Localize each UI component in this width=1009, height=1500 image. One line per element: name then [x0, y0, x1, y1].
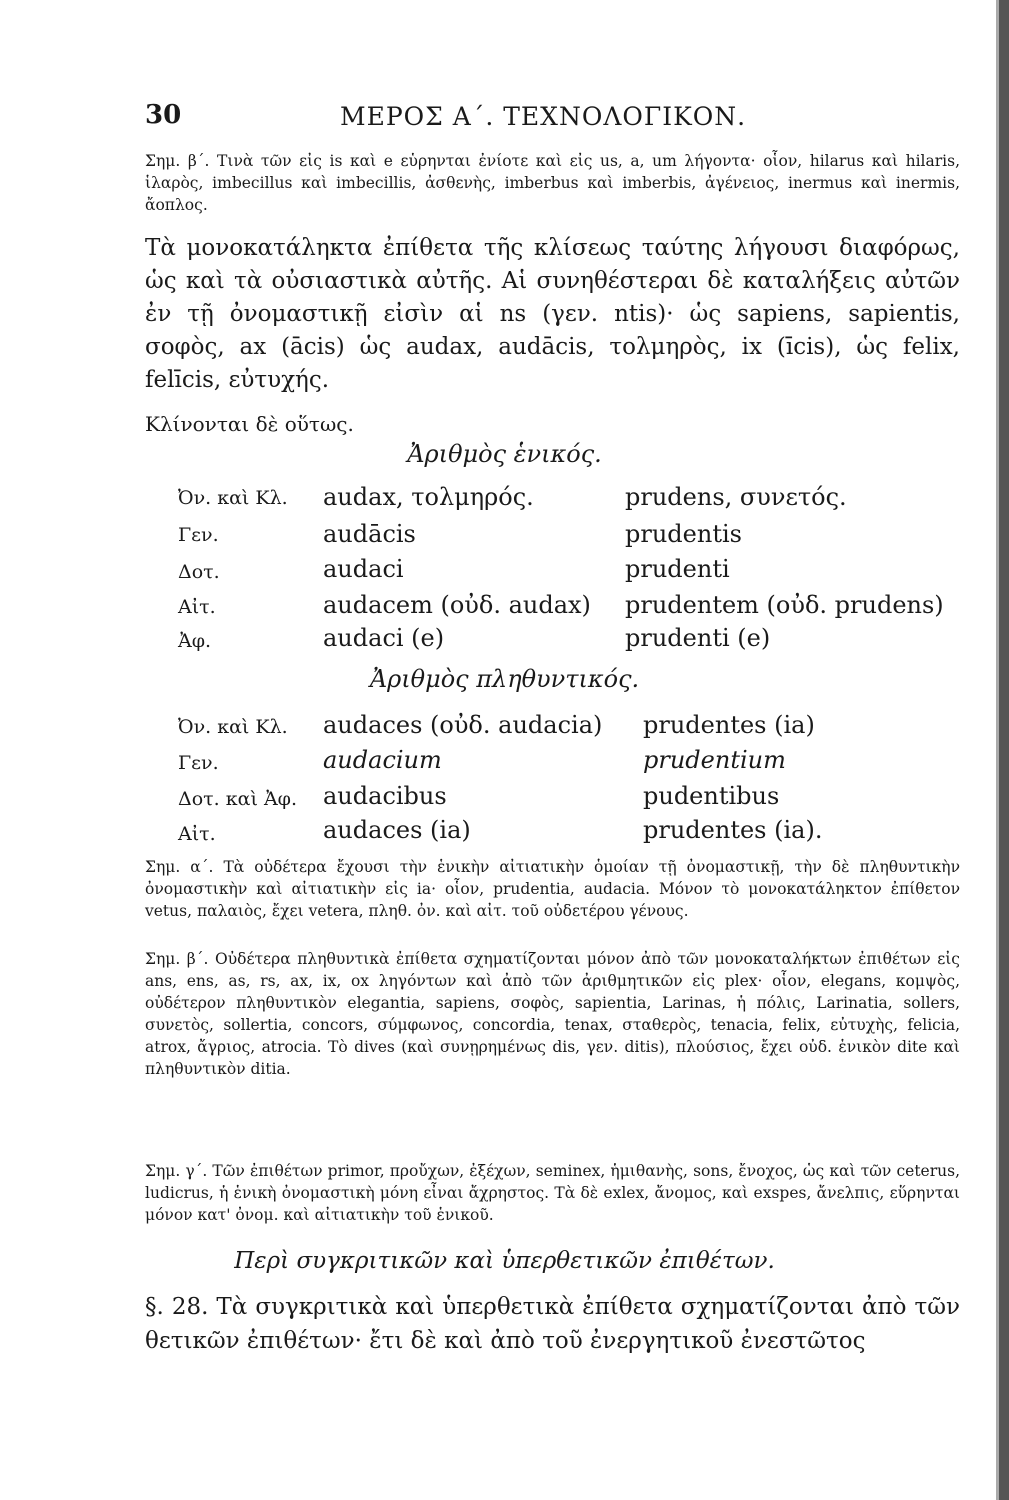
plural-heading: Ἀριθμὸς πληθυντικός.: [369, 665, 640, 693]
table-cell-audax: audācis: [323, 520, 416, 548]
table-row-label: Δοτ. καὶ Ἀφ.: [178, 788, 298, 810]
table-cell-audax: audaces (οὐδ. audacia): [323, 711, 603, 739]
table-row-label: Ἀφ.: [178, 630, 212, 652]
page-number: 30: [145, 100, 182, 130]
table-row-label: Γεν.: [178, 524, 219, 546]
table-cell-prudens: prudentes (ia).: [643, 816, 823, 844]
table-cell-prudens: pudentibus: [643, 782, 780, 810]
table-cell-prudens: prudentem (οὐδ. prudens): [625, 591, 944, 619]
section-title: Περὶ συγκριτικῶν καὶ ὑπερθετικῶν ἐπιθέτων.: [234, 1248, 775, 1274]
section-28: §. 28. Τὰ συγκριτικὰ καὶ ὑπερθετικὰ ἐπίθετα σχηματίζονται ἀπὸ τῶν θετικῶν ἐπιθέτων· ἔτι δὲ καὶ ἀπὸ τοῦ ἐνεργητικοῦ ἐνεστῶτος: [145, 1294, 960, 1354]
note-2: Σημ. α΄. Τὰ οὐδέτερα ἔχουσι τὴν ἑνικὴν αἰτιατικὴν ὁμοίαν τῇ ὀνομαστικῇ, τὴν δὲ πληθυντικὴν ὀνομαστικὴν καὶ αἰτιατικὴν εἰς ia· οἷον, prudentia, audacia. Μόνον τὸ μονοκατάληκτον ἐπίθετον vetus, παλαιὸς, ἔχει vetera, πληθ. ὀν. καὶ αἰτ. τοῦ οὐδετέρου γένους.: [145, 858, 960, 920]
table-cell-prudens: prudentis: [625, 520, 742, 548]
table-row-label: Αἰτ.: [178, 596, 216, 618]
table-cell-audax: audaces (ia): [323, 816, 471, 844]
table-cell-audax: audacibus: [323, 782, 447, 810]
table-row-label: Ὀν. καὶ Κλ.: [178, 716, 288, 738]
note-3: Σημ. β΄. Οὐδέτερα πληθυντικὰ ἐπίθετα σχηματίζονται μόνον ἀπὸ τῶν μονοκαταλήκτων ἐπιθέτων εἰς ans, ens, as, rs, ax, ix, ox ληγόντων καὶ ἀπὸ τῶν ἀριθμητικῶν εἰς plex· οἷον, elegans, κομψὸς, οὐδέτερον πληθυντικὸν elegantia, sapiens, σοφὸς, sapientia, Larinas, ἡ πόλις, Larinatia, sollers, συνετὸς, sollertia, concors, σύμφωνος, concordia, tenax, σταθερὸς, tenacia, felix, εὐτυχὴς, felicia, atrox, ἄγριος, atrocia. Τὸ dives (καὶ συνῃρημένως dis, γεν. ditis), πλούσιος, ἔχει οὐδ. ἑνικὸν dite καὶ πληθυντικὸν ditia.: [145, 950, 960, 1078]
table-row-label: Αἰτ.: [178, 823, 216, 845]
note-4: Σημ. γ΄. Τῶν ἐπιθέτων primor, προὔχων, ἐξέχων, seminex, ἡμιθανὴς, sons, ἔνοχος, ὡς καὶ τῶν ceterus, ludicrus, ἡ ἑνικὴ ὀνομαστικὴ μόνη εἶναι ἄχρηστος. Τὰ δὲ exlex, ἄνομος, καὶ exspes, ἄνελπις, εὕρηνται μόνον κατ' ὀνομ. καὶ αἰτιατικὴν τοῦ ἑνικοῦ.: [145, 1162, 960, 1224]
paragraph-1: Τὰ μονοκατάληκτα ἐπίθετα τῆς κλίσεως ταύτης λήγουσι διαφόρως, ὡς καὶ τὰ οὐσιαστικὰ αὐτῆς. Αἱ συνηθέστεραι δὲ καταλήξεις αὐτῶν ἐν τῇ ὀνομαστικῇ εἰσὶν αἱ ns (γεν. ntis)· ὡς sapiens, sapientis, σοφὸς, ax (ācis) ὡς audax, audācis, τολμηρὸς, ix (īcis), ὡς felix, felīcis, εὐτυχής.: [145, 235, 960, 393]
table-cell-prudens: prudentes (ia): [643, 711, 815, 739]
table-cell-audax: audax, τολμηρός.: [323, 483, 534, 511]
table-row-label: Δοτ.: [178, 561, 220, 583]
note-1: Σημ. β΄. Τινὰ τῶν εἰς is καὶ e εὑρηνται ἐνίοτε καὶ εἰς us, a, um λήγοντα· οἷον, hilarus καὶ hilaris, ἱλαρὸς, imbecillus καὶ imbecillis, ἀσθενὴς, imberbus καὶ imberbis, ἀγένειος, inermus καὶ inermis, ἄοπλος.: [145, 152, 960, 214]
page-edge: [999, 0, 1009, 1500]
table-row-label: Ὀν. καὶ Κλ.: [178, 487, 288, 509]
table-cell-prudens: prudenti: [625, 555, 730, 583]
singular-heading: Ἀριθμὸς ἑνικός.: [407, 440, 602, 468]
table-cell-audax: audaci (e): [323, 624, 445, 652]
page-header: [145, 100, 960, 140]
table-row-label: Γεν.: [178, 752, 219, 774]
declension-intro: Κλίνονται δὲ οὕτως.: [145, 412, 354, 436]
table-cell-prudens: prudentium: [643, 746, 786, 774]
table-cell-prudens: prudenti (e): [625, 624, 771, 652]
running-head: ΜΕΡΟΣ Α΄. ΤΕΧΝΟΛΟΓΙΚΟΝ.: [340, 102, 747, 131]
table-cell-audax: audacium: [323, 746, 442, 774]
table-cell-audax: audaci: [323, 555, 404, 583]
table-cell-prudens: prudens, συνετός.: [625, 483, 847, 511]
table-cell-audax: audacem (οὐδ. audax): [323, 591, 591, 619]
